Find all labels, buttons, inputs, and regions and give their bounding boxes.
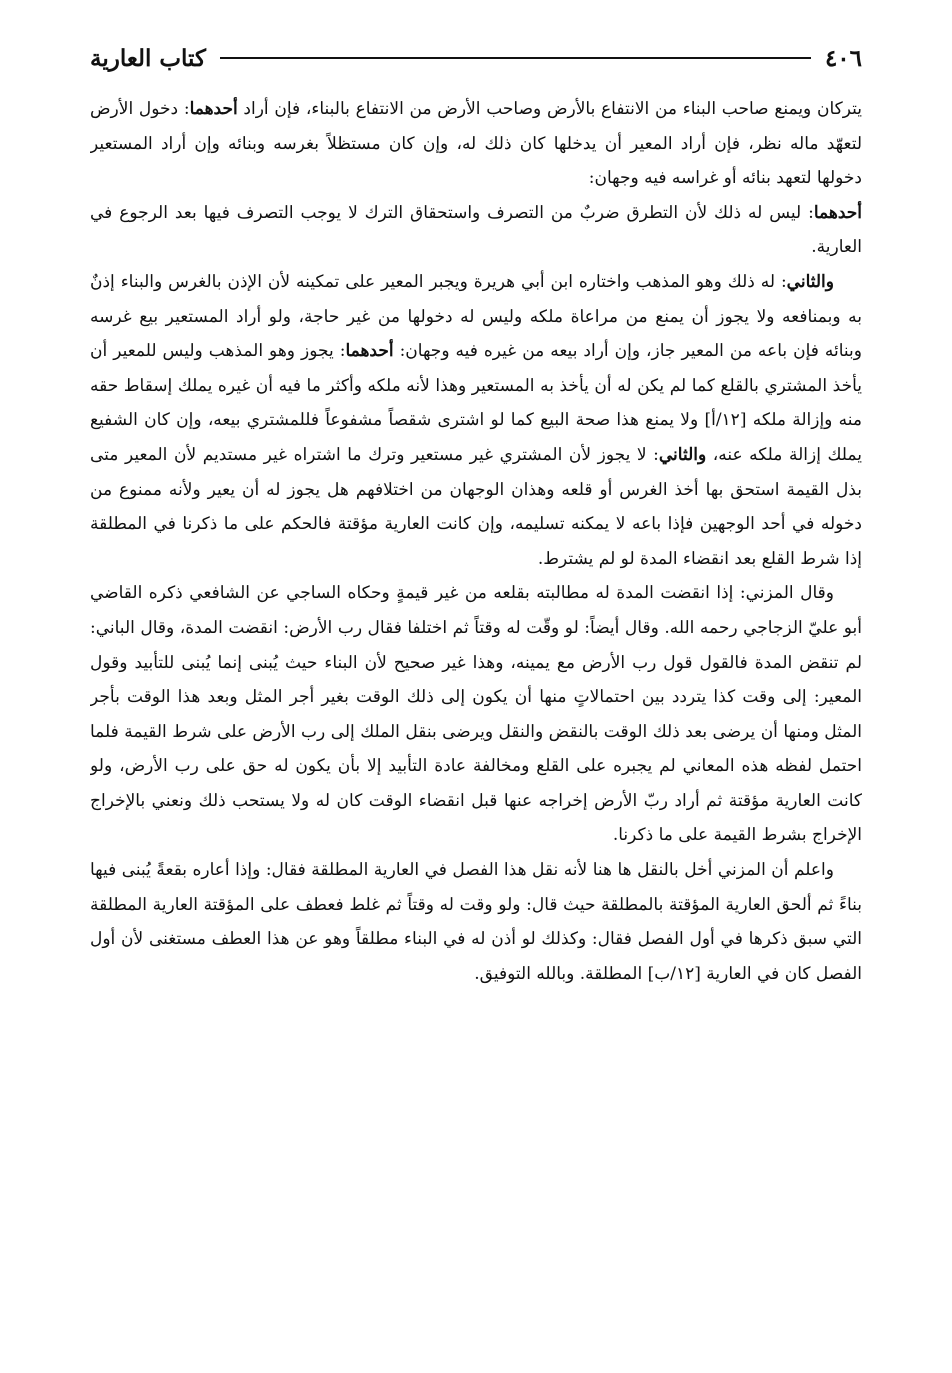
paragraph (90, 196, 862, 265)
page-header (90, 38, 862, 78)
text-run: : ليس له ذلك لأن التطرق ضربٌ من التصرف واستحقاق الترك لا يوجب التصرف فيها بعد الرجوع في العارية. (90, 202, 862, 258)
paragraph (90, 265, 862, 576)
bold-term: والثاني (658, 444, 707, 465)
bold-term: أحدهما (345, 341, 394, 362)
header-rule (220, 57, 811, 59)
paragraph (90, 853, 862, 991)
paragraph (90, 92, 862, 196)
paragraph (90, 576, 862, 853)
bold-term: أحدهما (189, 99, 238, 119)
text-run: : له ذلك وهو المذهب واختاره ابن أبي هريرة ويجبر المعير على تمكينه لأن الإذن بالغرس والبناء إذنٌ به وبمنافعه ولا يجوز أن يمنع من مراعاة ملكه وليس له دخولها من غير حاجة، ولو أراد المستعير بيع غرسه وبنائه فإن باعه من المعير جاز، وإن أراد بيعه من غيره فيه وجهان: (90, 271, 862, 362)
text-run: : يجوز وهو المذهب وليس للمعير أن يأخذ المشتري بالقلع كما لم يكن له أن يأخذ به المستعير وهذا لأنه ملكه وأكثر ما فيه أن غيره يملك إسقاط حقه منه وإزالة ملكه [١٢/أ] ولا يمنع هذا صحة البيع كما لو اشترى شقصاً مشفوعاً فللمشتري بيعه، وإن كان الشفيع يملك إزالة ملكه عنه، (90, 341, 862, 465)
bold-term: أحدهما (813, 202, 862, 223)
text-run: : لا يجوز لأن المشتري غير مستعير وترك ما اشتراه غير مستديم لأن المعير متى بذل القيمة استحق بها أخذ الغرس أو قلعه وهذان الوجهان من اختلافهم هل يجوز له أن يعير ولأنه ممنوع من دخوله في أحد الوجهين فإذا باعه لا يمكنه تسليمه، وإن كانت العارية مؤقتة فالحكم على ما ذكرنا في المطلقة إذا شرط القلع بعد انقضاء المدة لو لم يشترط. (90, 444, 862, 569)
text-run: وقال المزني: إذا انقضت المدة له مطالبته بقلعه من غير قيمةٍ وحكاه الساجي عن الشافعي ذكره القاضي أبو عليّ الزجاجي رحمه الله. وقال أيضاً: لو وقّت له وقتاً ثم اختلفا فقال رب الأرض: انقضت المدة، وقال الباني: لم تنقض المدة فالقول قول رب الأرض مع يمينه، وهذا غير صحيح لأن البناء حيث يُبنى إنما يُبنى للتأبيد وقول المعير: إلى وقت كذا يتردد بين احتمالاتٍ منها أن يكون إلى ذلك الوقت بغير أجر المثل وبعد هذا الوقت بأجر المثل ومنها أن يرضى بعد ذلك الوقت بالنقض والنقل ويرضى بنقل الملك إلى رب الأرض على شرط القيمة فلما احتمل لفظه هذه المعاني لم يجبره على القلع ومخالفة عادة التأبيد إلا بأن يكون له حق على رب الأرض، ولو كانت العارية مؤقتة ثم أراد ربّ الأرض إخراجه عنها قبل انقضاء الوقت كان له ولا يستحب ذلك ونعني بالإخراج الإخراج بشرط القيمة على ما ذكرنا. (90, 583, 862, 846)
body-text (90, 92, 862, 1303)
text-run: : دخول الأرض لتعهّد ماله نظر، فإن أراد المعير أن يدخلها كان ذلك له، وإن كان مستظلاً بغرسه وبنائه وإن أراد المستعير دخولها لتعهد بنائه أو غراسه فيه وجهان: (90, 99, 862, 189)
text-run: واعلم أن المزني أخل بالنقل ها هنا لأنه نقل هذا الفصل في العارية المطلقة فقال: وإذا أعاره بقعةً يُبنى فيها بناءً ثم ألحق العارية المؤقتة بالمطلقة حيث قال: ولو وقت له وقتاً ثم غلط فعطف على المؤقتة العارية المطلقة التي سبق ذكرها في أول الفصل فقال: وكذلك لو أذن له في البناء مطلقاً وهو عن هذا العطف مستغنى لأن أول الفصل كان في العارية [١٢/ب] المطلقة. وبالله التوفيق. (90, 860, 862, 984)
text-run: يتركان ويمنع صاحب البناء من الانتفاع بالأرض وصاحب الأرض من الانتفاع بالبناء، فإن أراد (237, 99, 862, 119)
bold-term: والثاني (786, 271, 834, 292)
page-number: ٤٠٦ (824, 44, 862, 72)
book-title: كتاب العارية (90, 44, 206, 72)
